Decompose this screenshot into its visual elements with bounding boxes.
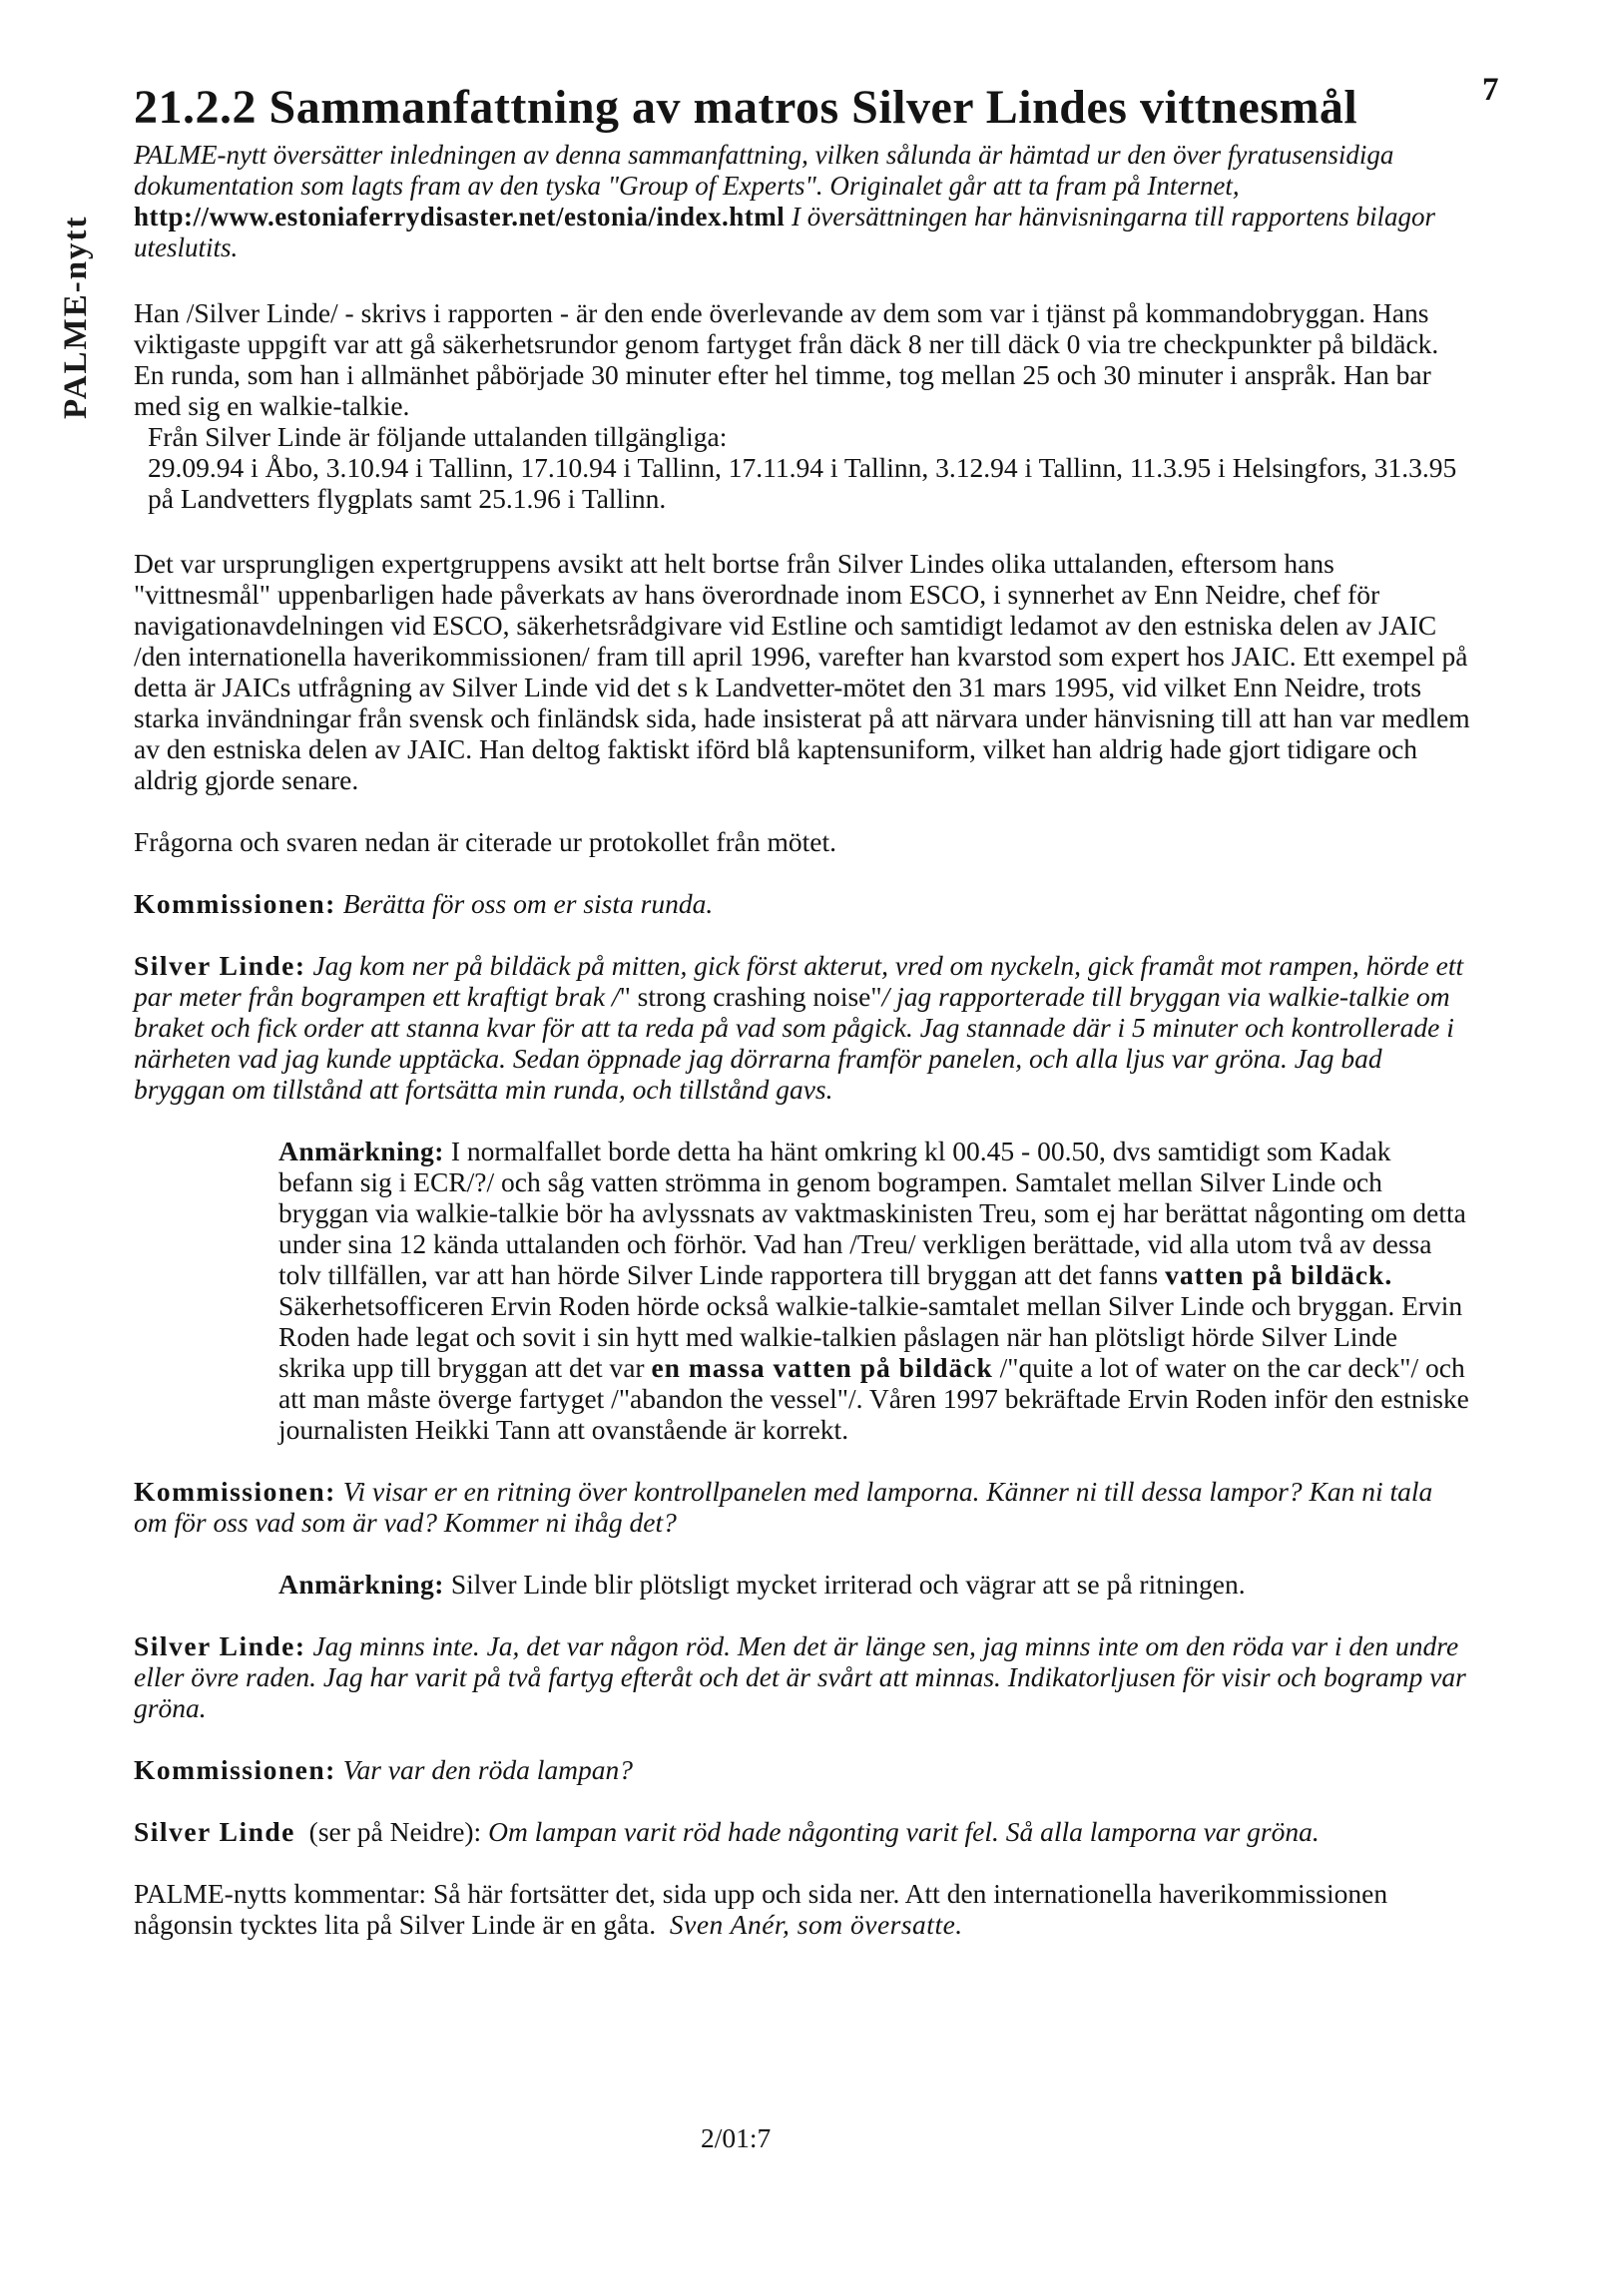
comment-text: PALME-nytts kommentar: Så här fortsätter det, sida upp och sida ner. Att den internationella haverikommissionen någonsin tycktes lita på Silver Linde är en gåta. [134, 1878, 1388, 1940]
translator-signature: Sven Anér, som översatte. [669, 1909, 963, 1940]
remark-emphasis: vatten på bildäck. [1165, 1259, 1393, 1290]
intro-text: PALME-nytt översätter inledningen av denna sammanfattning, vilken sålunda är hämtad ur den över fyratusensidiga dokumentation som lagts fram av den tyska "Group of Experts". Originalet går att ta fram på Internet, [134, 140, 1394, 201]
answer-text: Jag kom ner på bildäck på mitten, gick först akterut, vred om nyckeln, gick framåt mot rampen, hörde ett par meter från bogrampen ett kraftigt brak / [134, 950, 1464, 1012]
speaker-commission: Kommissionen: [134, 1754, 336, 1785]
side-label: PALME-nytt [58, 215, 94, 419]
intro-paragraph [134, 140, 1471, 263]
paragraph-duties: Han /Silver Linde/ - skrivs i rapporten - är den ende överlevande av dem som var i tjänst på kommandobryggan. Hans viktigaste uppgift var att gå säkerhetsrundor genom fartyget från däck 8 ner till däck 0 via tre checkpunkter på bildäck. En runda, som han i allmänhet påbörjade 30 minuter efter hel timme, tog mellan 25 och 30 minuter i anspråk. Han bar med sig en walkie-talkie. [134, 297, 1439, 421]
answer-text: Om lampan varit röd hade någonting varit fel. Så alla lamporna var gröna. [488, 1816, 1320, 1847]
editor-comment [134, 1878, 1471, 1940]
page-number: 7 [1482, 72, 1499, 108]
question-1 [134, 888, 1471, 919]
question-text: Berätta för oss om er sista runda. [342, 888, 714, 919]
remark-emphasis-2: en massa vatten på bildäck [651, 1352, 993, 1383]
speaker-commission: Kommissionen: [134, 888, 336, 919]
speaker-silver-linde: Silver Linde: [134, 1630, 306, 1661]
answer-3 [134, 1816, 1471, 1847]
paragraph-protocol-note: Frågorna och svaren nedan är citerade ur protokollet från mötet. [134, 826, 837, 857]
page-title: 21.2.2 Sammanfattning av matros Silver Lindes vittnesmål [134, 81, 1358, 134]
remark-1 [278, 1136, 1471, 1445]
remark-label: Anmärkning: [278, 1569, 444, 1600]
statements-list: 29.09.94 i Åbo, 3.10.94 i Tallinn, 17.10.94 i Tallinn, 17.11.94 i Tallinn, 3.12.94 i Tallinn, 11.3.95 i Helsingfors, 31.3.95 på Landvetters flygplats samt 25.1.96 i Tallinn. [148, 452, 1457, 514]
source-url: http://www.estoniaferrydisaster.net/estonia/index.html [134, 202, 786, 231]
paragraph-background: Det var ursprungligen expertgruppens avsikt att helt bortse från Silver Lindes olika uttalanden, eftersom hans "vittnesmål" uppenbarligen hade påverkats av hans överordnade inom ESCO, i synnerhet av Enn Neidre, chef för navigationavdelningen vid ESCO, säkerhetsrådgivare vid Estline och samtidigt ledamot av den estniska delen av JAIC /den internationella haverikommissionen/ fram till april 1996, varefter han kvarstod som expert hos JAIC. Ett exempel på detta är JAICs utfrågning av Silver Linde vid det s k Landvetter-mötet den 31 mars 1995, vid vilket Enn Neidre, trots starka invändningar från svensk och finländsk sida, hade insisterat på att närvara under hänvisning till att han var medlem av den estniska delen av JAIC. Han deltog faktiskt iförd blå kaptensuniform, vilket han aldrig hade gjort tidigare och aldrig gjorde senare. [134, 548, 1470, 795]
question-2 [134, 1476, 1471, 1538]
remark-text: Silver Linde blir plötsligt mycket irriterad och vägrar att se på ritningen. [450, 1569, 1246, 1600]
speaker-commission: Kommissionen: [134, 1476, 336, 1507]
speaker-silver-linde: Silver Linde: [134, 950, 306, 981]
intro-text-end: I översättningen har hänvisningarna till rapportens bilagor uteslutits. [134, 202, 1435, 262]
answer-text: Jag minns inte. Ja, det var någon röd. Men det är länge sen, jag minns inte om den röda var i den undre eller övre raden. Jag har varit på två fartyg efteråt och det är svårt att minnas. Indikatorljusen för visir och bogramp var gröna. [134, 1630, 1466, 1723]
remark-text-end: /"quite a lot of water on the car deck"/ och att man måste överge fartyget /"abandon the vessel"/. Våren 1997 bekräftade Ervin Roden inför den estniske journalisten Heikki Tann att ovanstående är korrekt. [278, 1352, 1469, 1445]
answer-quote: " strong crashing noise" [619, 981, 882, 1012]
question-3 [134, 1754, 1471, 1785]
document-body [134, 80, 1471, 1940]
speaker-silver-linde: Silver Linde [134, 1816, 295, 1847]
question-text: Var var den röda lampan? [342, 1754, 633, 1785]
answer-aside: (ser på Neidre): [308, 1816, 482, 1847]
page-footer: 2/01:7 [701, 2122, 772, 2153]
answer-2 [134, 1630, 1471, 1723]
statements-intro: Från Silver Linde är följande uttalanden tillgängliga: [148, 421, 728, 452]
question-text: Vi visar er en ritning över kontrollpanelen med lamporna. Känner ni till dessa lampor? Kan ni tala om för oss vad som är vad? Kommer ni ihåg det? [134, 1476, 1433, 1538]
remark-text: I normalfallet borde detta ha hänt omkring kl 00.45 - 00.50, dvs samtidigt som Kadak befann sig i ECR/?/ och såg vatten strömma in genom bogrampen. Samtalet mellan Silver Linde och bryggan via walkie-talkie bör ha avlyssnats av vaktmaskinisten Treu, som ej har berättat någonting om detta under sina 12 kända uttalanden och förhör. Vad han /Treu/ verkligen berättade, vid alla utom två av dessa tolv tillfällen, var att han hörde Silver Linde rapportera till bryggan att det fanns [278, 1136, 1466, 1290]
answer-text-cont: / jag rapporterade till bryggan via walkie-talkie om braket och fick order att stanna kvar för att ta reda på vad som pågick. Jag stannade där i 5 minuter och kontrollerade i närheten vad jag kunde upptäcka. Sedan öppnade jag dörrarna framför panelen, och alla ljus var gröna. Jag bad bryggan om tillstånd att fortsätta min runda, och tillstånd gavs. [134, 981, 1454, 1105]
remark-text-cont: Säkerhetsofficeren Ervin Roden hörde också walkie-talkie-samtalet mellan Silver Linde och bryggan. Ervin Roden hade legat och sovit i sin hytt med walkie-talkien påslagen när han plötsligt hörde Silver Linde skrika upp till bryggan att det var [278, 1290, 1463, 1383]
remark-label: Anmärkning: [278, 1136, 444, 1166]
answer-1 [134, 950, 1471, 1105]
remark-2 [278, 1569, 1471, 1600]
